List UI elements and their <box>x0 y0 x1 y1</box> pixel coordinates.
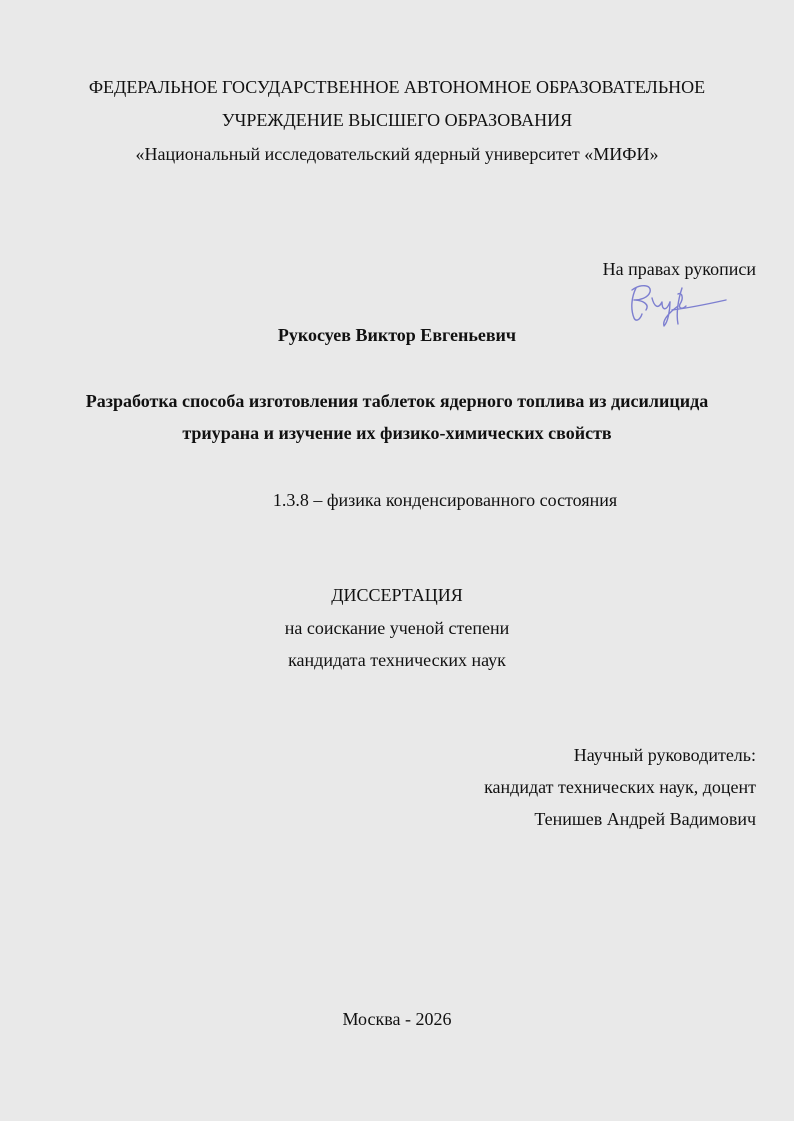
handwritten-signature-icon <box>626 280 730 328</box>
city-year: Москва - 2026 <box>342 1009 452 1029</box>
author-name: Рукосуев Виктор Евгеньевич <box>277 325 517 345</box>
dissertation-title-line-1: Разработка способа изготовления таблеток ядерного топлива из дисилицида <box>85 391 709 411</box>
degree-purpose-line-1: на соискание ученой степени <box>284 618 510 638</box>
header-line-1: ФЕДЕРАЛЬНОЕ ГОСУДАРСТВЕННОЕ АВТОНОМНОЕ ОБРАЗОВАТЕЛЬНОЕ <box>88 77 706 97</box>
dissertation-title-line-2: триурана и изучение их физико-химических свойств <box>182 423 612 443</box>
supervisor-label: Научный руководитель: <box>573 745 756 765</box>
supervisor-name: Тенишев Андрей Вадимович <box>534 809 756 829</box>
degree-purpose-line-2: кандидата технических наук <box>288 650 506 670</box>
supervisor-degree: кандидат технических наук, доцент <box>484 777 756 797</box>
header-line-3: «Национальный исследовательский ядерный университет «МИФИ» <box>135 144 659 164</box>
manuscript-note: На правах рукописи <box>602 259 756 279</box>
specialty-code: 1.3.8 – физика конденсированного состояния <box>272 490 618 510</box>
document-type: ДИССЕРТАЦИЯ <box>331 585 463 605</box>
header-line-2: УЧРЕЖДЕНИЕ ВЫСШЕГО ОБРАЗОВАНИЯ <box>221 110 573 130</box>
